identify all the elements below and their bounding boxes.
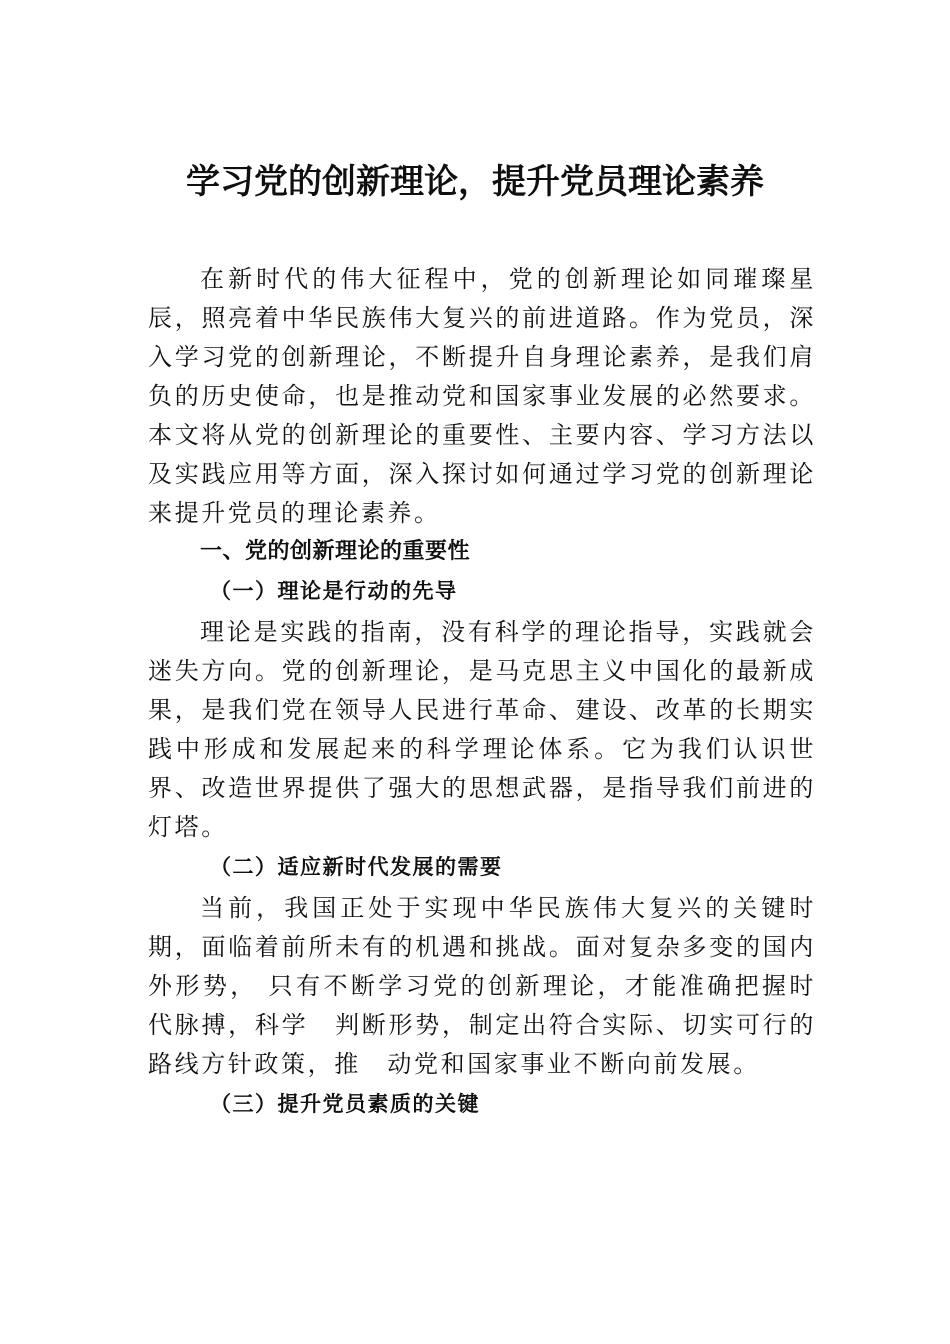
section-heading-importance: 一、党的创新理论的重要性 — [200, 539, 471, 564]
subsection-heading-3: （三）提升党员素质的关键 — [210, 1092, 480, 1116]
subsection-heading-1: （一）理论是行动的先导 — [210, 579, 458, 603]
paragraph-new-era: 当前，我国正处于实现中华民族伟大复兴的关键时期，面临着前所未有的机遇和挑战。面对复杂多变的国内外形势， 只有不断学习党的创新理论，才能准确把握时代脉搏，科学 判断形势，制定出符合实际、切实可行的路线方针政策，推 动党和国家事业不断向前发展。 — [148, 894, 816, 1078]
subsection-heading-2: （二）适应新时代发展的需要 — [210, 855, 503, 879]
intro-paragraph: 在新时代的伟大征程中，党的创新理论如同璀璨星辰，照亮着中华民族伟大复兴的前进道路。作为党员，深入学习党的创新理论，不断提升自身理论素养，是我们肩负的历史使命，也是推动党和国家事业发展的必然要求。本文将从党的创新理论的重要性、主要内容、学习方法以及实践应用等方面，深入探讨如何通过学习党的创新理论来提升党员的理论素养。 — [148, 265, 816, 527]
document-title: 学习党的创新理论，提升党员理论素养 — [186, 162, 764, 202]
paragraph-theory-guide: 理论是实践的指南，没有科学的理论指导，实践就会迷失方向。党的创新理论，是马克思主义中国化的最新成果，是我们党在领导人民进行革命、建设、改革的长期实践中形成和发展起来的科学理论体系。它为我们认识世界、改造世界提供了强大的思想武器，是指导我们前进的灯塔。 — [148, 618, 816, 841]
document-body — [148, 260, 816, 1124]
